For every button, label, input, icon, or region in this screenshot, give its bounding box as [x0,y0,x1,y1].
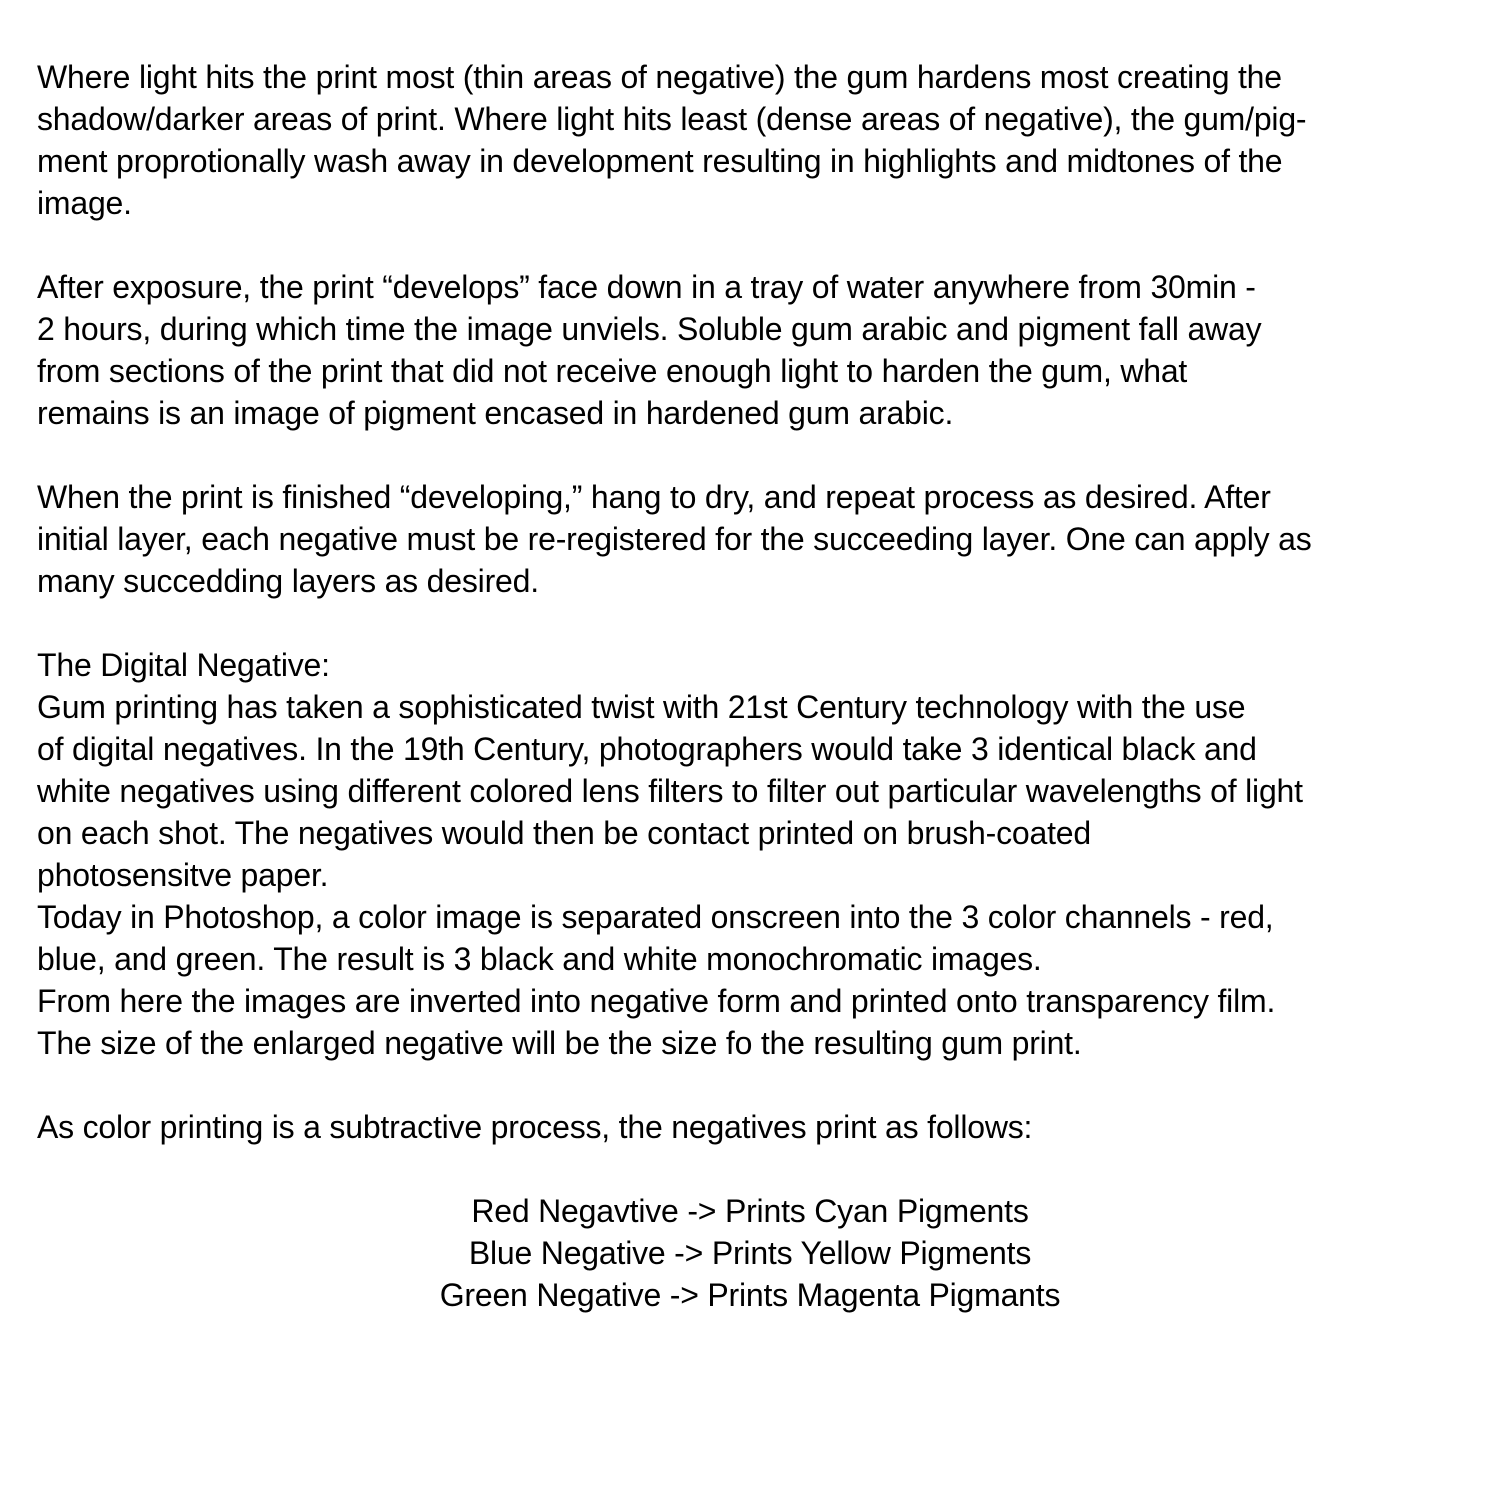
negative-pigment-mapping [37,1190,1463,1316]
paragraph-gum-hardening [37,56,1477,224]
text-line: of digital negatives. In the 19th Century, photographers would take 3 identical black and [37,731,1257,767]
text-line: remains is an image of pigment encased in hardened gum arabic. [37,395,954,431]
text-line: on each shot. The negatives would then be contact printed on brush-coated [37,815,1091,851]
text-line: blue, and green. The result is 3 black and white monochromatic images. [37,941,1042,977]
mapping-red-cyan: Red Negavtive -> Prints Cyan Pigments [471,1193,1029,1229]
text-line: from sections of the print that did not receive enough light to harden the gum, what [37,353,1188,389]
mapping-green-magenta: Green Negative -> Prints Magenta Pigmants [439,1277,1061,1313]
text-line: Where light hits the print most (thin areas of negative) the gum hardens most creating the [37,59,1282,95]
paragraph-digital-negative [37,644,1477,1064]
text-line: ment proprotionally wash away in development resulting in highlights and midtones of the [37,143,1283,179]
text-line: many succedding layers as desired. [37,563,539,599]
text-line: photosensitve paper. [37,857,329,893]
paragraph-layering [37,476,1477,602]
paragraph-subtractive-process [37,1106,1477,1148]
text-line: white negatives using different colored lens filters to filter out particular wavelengths of light [37,773,1303,809]
mapping-blue-yellow: Blue Negative -> Prints Yellow Pigments [468,1235,1032,1271]
text-line: When the print is finished “developing,” hang to dry, and repeat process as desired. After [37,479,1271,515]
text-line: shadow/darker areas of print. Where light hits least (dense areas of negative), the gum/pig- [37,101,1307,137]
text-line: The size of the enlarged negative will be the size fo the resulting gum print. [37,1025,1082,1061]
text-line: initial layer, each negative must be re-registered for the succeeding layer. One can apply as [37,521,1312,557]
text-line: After exposure, the print “develops” face down in a tray of water anywhere from 30min - [37,269,1256,305]
text-line: 2 hours, during which time the image unviels. Soluble gum arabic and pigment fall away [37,311,1262,347]
text-line: As color printing is a subtractive process, the negatives print as follows: [37,1109,1033,1145]
document-page [37,56,1477,1316]
paragraph-development [37,266,1477,434]
text-line: From here the images are inverted into negative form and printed onto transparency film. [37,983,1276,1019]
section-heading: The Digital Negative: [37,647,330,683]
text-line: image. [37,185,132,221]
text-line: Today in Photoshop, a color image is separated onscreen into the 3 color channels - red, [37,899,1274,935]
text-line: Gum printing has taken a sophisticated twist with 21st Century technology with the use [37,689,1246,725]
